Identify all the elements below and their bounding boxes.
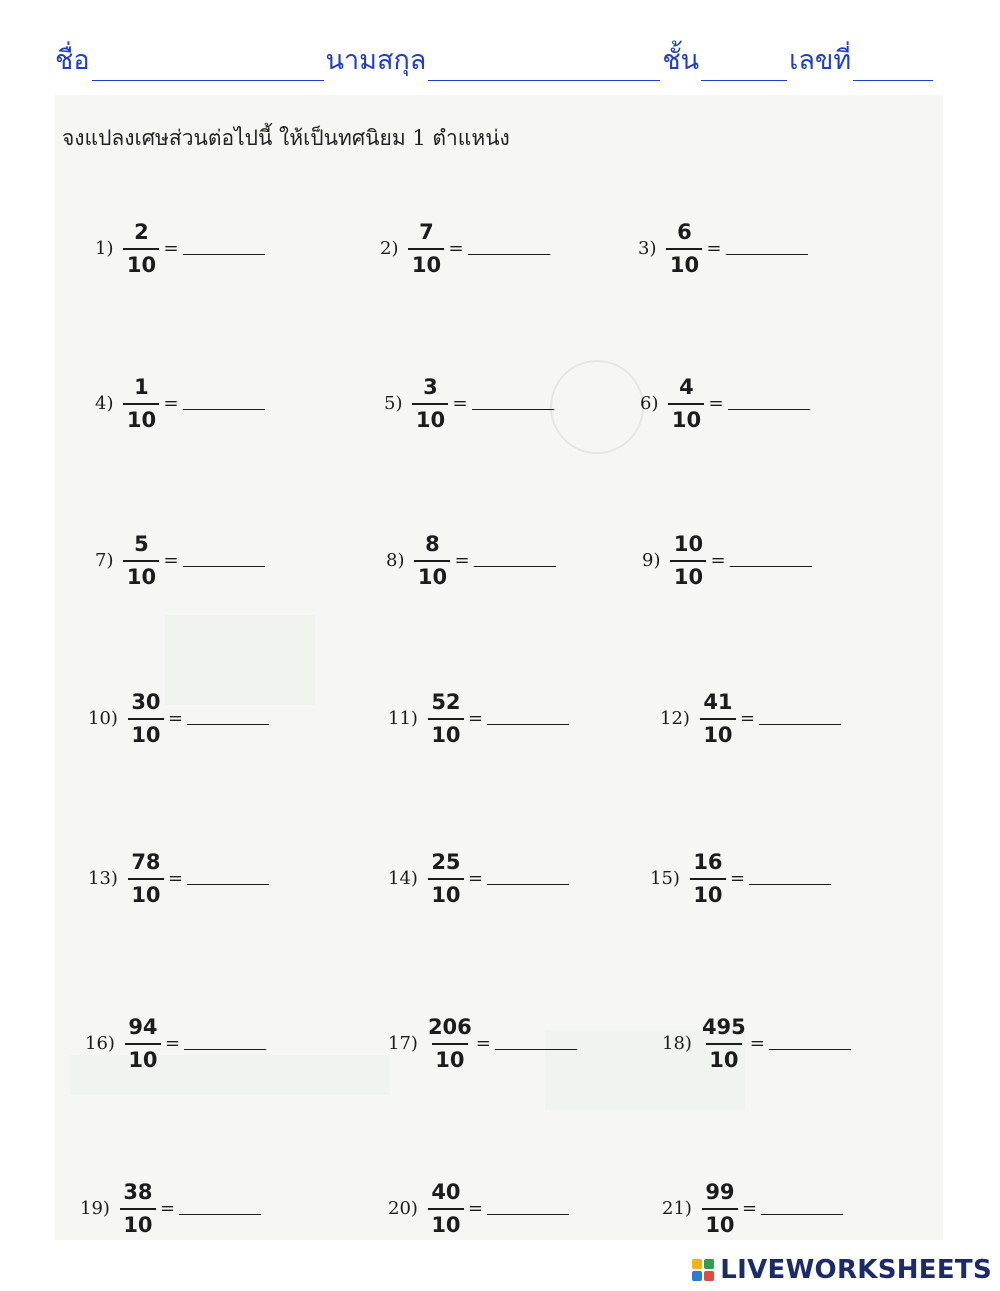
numerator: 78 bbox=[131, 850, 161, 874]
answer-blank[interactable] bbox=[495, 1049, 577, 1050]
answer-blank[interactable] bbox=[184, 1049, 266, 1050]
fraction bbox=[428, 1015, 472, 1072]
problem-number: 19) bbox=[80, 1198, 110, 1219]
fraction bbox=[128, 690, 164, 747]
numerator: 8 bbox=[425, 532, 440, 556]
problem-item bbox=[386, 532, 556, 589]
fraction-bar bbox=[123, 403, 159, 405]
problem-item bbox=[388, 1180, 569, 1237]
problem-item bbox=[380, 220, 550, 277]
liveworksheets-mark-icon bbox=[692, 1259, 714, 1281]
denominator: 10 bbox=[705, 1213, 735, 1237]
fraction-bar bbox=[120, 1208, 156, 1210]
problem-item bbox=[662, 1180, 843, 1237]
problem-number: 7) bbox=[95, 550, 114, 571]
denominator: 10 bbox=[431, 883, 461, 907]
problem-item bbox=[640, 375, 810, 432]
problem-number: 11) bbox=[388, 708, 418, 729]
student-info-header bbox=[55, 38, 945, 81]
problem-item bbox=[388, 690, 569, 747]
problem-number: 5) bbox=[384, 393, 403, 414]
fraction bbox=[123, 532, 159, 589]
problem-item bbox=[638, 220, 808, 277]
equals-sign: = bbox=[163, 393, 179, 414]
fraction bbox=[428, 850, 464, 907]
fraction bbox=[666, 220, 702, 277]
problem-number: 17) bbox=[388, 1033, 418, 1054]
fraction-bar bbox=[428, 878, 464, 880]
denominator: 10 bbox=[431, 1213, 461, 1237]
problem-number: 13) bbox=[88, 868, 118, 889]
denominator: 10 bbox=[131, 883, 161, 907]
denominator: 10 bbox=[126, 408, 157, 432]
problem-number: 4) bbox=[95, 393, 114, 414]
answer-blank[interactable] bbox=[769, 1049, 851, 1050]
denominator: 10 bbox=[435, 1048, 465, 1072]
numerator: 6 bbox=[677, 220, 692, 244]
fraction bbox=[123, 220, 159, 277]
numerator: 4 bbox=[679, 375, 694, 399]
problem-number: 9) bbox=[642, 550, 661, 571]
equals-sign: = bbox=[467, 1198, 484, 1219]
equals-sign: = bbox=[739, 708, 756, 729]
fraction bbox=[412, 375, 448, 432]
answer-blank[interactable] bbox=[468, 254, 550, 255]
equals-sign: = bbox=[454, 550, 470, 571]
fraction-bar bbox=[128, 878, 164, 880]
problem-number: 2) bbox=[380, 238, 399, 259]
numerator: 10 bbox=[673, 532, 704, 556]
fraction-bar bbox=[414, 560, 450, 562]
fraction-bar bbox=[125, 1043, 161, 1045]
problem-item bbox=[384, 375, 554, 432]
faint-show-through-circle bbox=[550, 360, 644, 454]
problem-number: 15) bbox=[650, 868, 680, 889]
equals-sign: = bbox=[164, 1033, 181, 1054]
numerator: 41 bbox=[703, 690, 733, 714]
answer-blank[interactable] bbox=[730, 566, 812, 567]
surname-field[interactable] bbox=[428, 50, 660, 81]
problem-item bbox=[85, 1015, 266, 1072]
fraction bbox=[408, 220, 444, 277]
problem-item bbox=[88, 850, 269, 907]
equals-sign: = bbox=[710, 550, 726, 571]
denominator: 10 bbox=[669, 253, 700, 277]
fraction-bar bbox=[428, 1208, 464, 1210]
numerator: 7 bbox=[419, 220, 434, 244]
problem-item bbox=[662, 1015, 851, 1072]
fraction-bar bbox=[128, 718, 164, 720]
answer-blank[interactable] bbox=[761, 1214, 843, 1215]
problem-number: 3) bbox=[638, 238, 657, 259]
problem-item bbox=[388, 850, 569, 907]
numerator: 495 bbox=[701, 1015, 746, 1039]
equals-sign: = bbox=[475, 1033, 491, 1054]
brand-name: LIVEWORKSHEETS bbox=[720, 1255, 992, 1285]
denominator: 10 bbox=[417, 565, 448, 589]
problem-number: 12) bbox=[660, 708, 690, 729]
numerator: 206 bbox=[427, 1015, 472, 1039]
equals-sign: = bbox=[163, 550, 179, 571]
answer-blank[interactable] bbox=[187, 884, 269, 885]
fraction-bar bbox=[706, 1043, 742, 1045]
equals-sign: = bbox=[448, 238, 464, 259]
fraction bbox=[702, 1015, 746, 1072]
denominator: 10 bbox=[131, 723, 161, 747]
numerator: 30 bbox=[131, 690, 161, 714]
equals-sign: = bbox=[741, 1198, 758, 1219]
name-field[interactable] bbox=[92, 50, 324, 81]
problem-item bbox=[95, 375, 265, 432]
fraction-bar bbox=[408, 248, 444, 250]
equals-sign: = bbox=[706, 238, 722, 259]
equals-sign: = bbox=[708, 393, 724, 414]
problem-number: 6) bbox=[640, 393, 659, 414]
fraction-bar bbox=[666, 248, 702, 250]
denominator: 10 bbox=[693, 883, 723, 907]
denominator: 10 bbox=[123, 1213, 153, 1237]
numerator: 3 bbox=[423, 375, 438, 399]
numerator: 1 bbox=[134, 375, 149, 399]
numerator: 99 bbox=[705, 1180, 735, 1204]
fraction bbox=[670, 532, 706, 589]
denominator: 10 bbox=[126, 253, 157, 277]
fraction bbox=[414, 532, 450, 589]
fraction-bar bbox=[668, 403, 704, 405]
equals-sign: = bbox=[167, 868, 184, 889]
fraction-bar bbox=[670, 560, 706, 562]
problem-item bbox=[660, 690, 841, 747]
denominator: 10 bbox=[411, 253, 442, 277]
numerator: 40 bbox=[431, 1180, 461, 1204]
surname-label: นามสกุล bbox=[325, 45, 427, 76]
problem-item bbox=[642, 532, 812, 589]
answer-blank[interactable] bbox=[179, 1214, 261, 1215]
fraction bbox=[428, 690, 464, 747]
fraction-bar bbox=[123, 560, 159, 562]
denominator: 10 bbox=[415, 408, 446, 432]
answer-blank[interactable] bbox=[183, 566, 265, 567]
problem-item bbox=[95, 220, 265, 277]
answer-blank[interactable] bbox=[726, 254, 808, 255]
equals-sign: = bbox=[163, 238, 179, 259]
problem-number: 14) bbox=[388, 868, 418, 889]
fraction-bar bbox=[702, 1208, 738, 1210]
problem-number: 20) bbox=[388, 1198, 418, 1219]
class-label: ชั้น bbox=[662, 45, 700, 76]
numerator: 38 bbox=[123, 1180, 153, 1204]
answer-blank[interactable] bbox=[187, 724, 269, 725]
equals-sign: = bbox=[467, 708, 484, 729]
fraction-bar bbox=[428, 718, 464, 720]
number-label: เลขที่ bbox=[789, 45, 852, 76]
denominator: 10 bbox=[673, 565, 704, 589]
equals-sign: = bbox=[729, 868, 746, 889]
student-number-field[interactable] bbox=[853, 50, 933, 81]
problem-item bbox=[95, 532, 265, 589]
fraction bbox=[700, 690, 736, 747]
problem-number: 18) bbox=[662, 1033, 692, 1054]
problem-number: 21) bbox=[662, 1198, 692, 1219]
problem-item bbox=[80, 1180, 261, 1237]
equals-sign: = bbox=[159, 1198, 176, 1219]
fraction-bar bbox=[432, 1043, 468, 1045]
answer-blank[interactable] bbox=[728, 409, 810, 410]
fraction bbox=[428, 1180, 464, 1237]
fraction-bar bbox=[700, 718, 736, 720]
denominator: 10 bbox=[703, 723, 733, 747]
problem-item bbox=[388, 1015, 577, 1072]
denominator: 10 bbox=[709, 1048, 739, 1072]
equals-sign: = bbox=[749, 1033, 765, 1054]
problem-number: 1) bbox=[95, 238, 114, 259]
equals-sign: = bbox=[467, 868, 484, 889]
equals-sign: = bbox=[167, 708, 184, 729]
answer-blank[interactable] bbox=[749, 884, 831, 885]
fraction bbox=[702, 1180, 738, 1237]
numerator: 52 bbox=[431, 690, 461, 714]
answer-blank[interactable] bbox=[487, 884, 569, 885]
fraction bbox=[120, 1180, 156, 1237]
denominator: 10 bbox=[128, 1048, 158, 1072]
problem-number: 16) bbox=[85, 1033, 115, 1054]
denominator: 10 bbox=[431, 723, 461, 747]
fraction bbox=[125, 1015, 161, 1072]
denominator: 10 bbox=[671, 408, 702, 432]
name-label: ชื่อ bbox=[55, 45, 90, 76]
instruction-text: จงแปลงเศษส่วนต่อไปนี้ ให้เป็นทศนิยม 1 ตำแหน่ง bbox=[62, 126, 510, 150]
problem-item bbox=[650, 850, 831, 907]
numerator: 5 bbox=[134, 532, 149, 556]
problem-item bbox=[88, 690, 269, 747]
fraction bbox=[690, 850, 726, 907]
answer-blank[interactable] bbox=[487, 724, 569, 725]
answer-blank[interactable] bbox=[472, 409, 554, 410]
equals-sign: = bbox=[452, 393, 468, 414]
fraction bbox=[128, 850, 164, 907]
answer-blank[interactable] bbox=[487, 1214, 569, 1215]
liveworksheets-logo bbox=[692, 1255, 992, 1285]
fraction-bar bbox=[123, 248, 159, 250]
problem-number: 10) bbox=[88, 708, 118, 729]
fraction bbox=[668, 375, 704, 432]
fraction-bar bbox=[412, 403, 448, 405]
answer-blank[interactable] bbox=[183, 409, 265, 410]
numerator: 16 bbox=[693, 850, 723, 874]
answer-blank[interactable] bbox=[183, 254, 265, 255]
fraction-bar bbox=[690, 878, 726, 880]
numerator: 25 bbox=[431, 850, 461, 874]
answer-blank[interactable] bbox=[474, 566, 556, 567]
fraction bbox=[123, 375, 159, 432]
numerator: 94 bbox=[128, 1015, 158, 1039]
class-field[interactable] bbox=[701, 50, 787, 81]
numerator: 2 bbox=[134, 220, 149, 244]
problem-number: 8) bbox=[386, 550, 405, 571]
denominator: 10 bbox=[126, 565, 157, 589]
answer-blank[interactable] bbox=[759, 724, 841, 725]
